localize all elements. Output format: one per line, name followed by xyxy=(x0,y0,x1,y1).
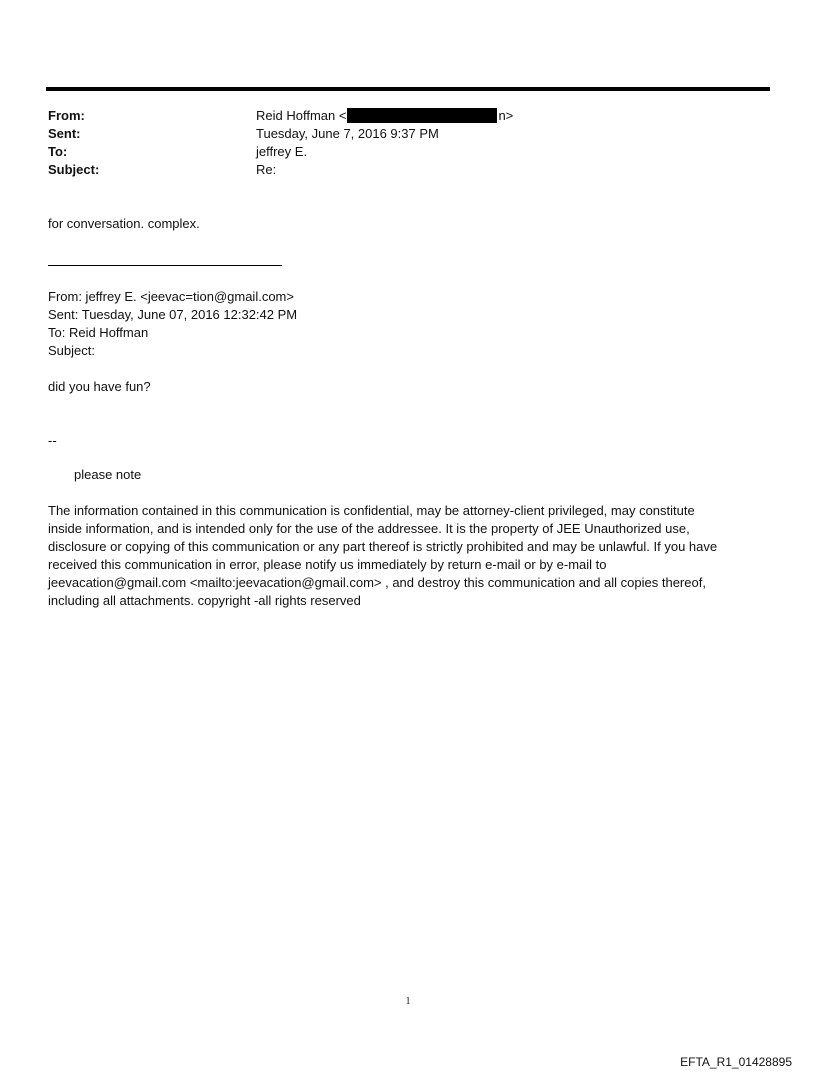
quoted-sent-line: Sent: Tuesday, June 07, 2016 12:32:42 PM xyxy=(48,307,298,322)
header-from-row xyxy=(48,107,768,125)
quoted-to-line: To: Reid Hoffman xyxy=(48,325,149,340)
from-suffix: n> xyxy=(498,108,514,123)
header-subject-row xyxy=(48,161,768,179)
disclaimer-line: received this communication in error, please notify us immediately by return e-mail or by e-mail to xyxy=(48,557,607,572)
subject-value: Re: xyxy=(256,162,277,177)
from-label: From: xyxy=(48,108,85,123)
from-value xyxy=(256,107,513,125)
quoted-from-line: From: jeffrey E. <jeevac=tion@gmail.com> xyxy=(48,289,294,304)
disclaimer-line: inside information, and is intended only for the use of the addressee. It is the property of JEE Unauthorized use, xyxy=(48,521,690,536)
separator-line xyxy=(48,265,282,266)
quoted-subject-line: Subject: xyxy=(48,343,95,358)
email-header xyxy=(48,107,768,179)
top-rule xyxy=(46,87,770,91)
page-number: 1 xyxy=(405,996,411,1007)
disclaimer xyxy=(48,502,770,610)
disclaimer-line: disclosure or copying of this communication or any part thereof is strictly prohibited and may be unlawful. If you have xyxy=(48,539,718,554)
sent-label: Sent: xyxy=(48,126,81,141)
disclaimer-line: The information contained in this communication is confidential, may be attorney-client privileged, may constitute xyxy=(48,503,695,518)
to-label: To: xyxy=(48,144,68,159)
header-to-row xyxy=(48,143,768,161)
disclaimer-line: jeevacation@gmail.com <mailto:jeevacation@gmail.com> , and destroy this communication and all copies thereof, xyxy=(48,575,706,590)
disclaimer-line: including all attachments. copyright -all rights reserved xyxy=(48,593,361,608)
from-name: Reid Hoffman < xyxy=(256,108,347,123)
signature-dash: -- xyxy=(48,433,57,448)
to-value: jeffrey E. xyxy=(256,144,308,159)
reply-text: for conversation. complex. xyxy=(48,216,200,231)
redaction-box xyxy=(347,108,497,123)
subject-label: Subject: xyxy=(48,162,100,177)
sent-value: Tuesday, June 7, 2016 9:37 PM xyxy=(256,126,439,141)
quoted-body: did you have fun? xyxy=(48,379,151,394)
header-sent-row xyxy=(48,125,768,143)
bates-number: EFTA_R1_01428895 xyxy=(680,1055,792,1069)
please-note: please note xyxy=(74,467,142,482)
